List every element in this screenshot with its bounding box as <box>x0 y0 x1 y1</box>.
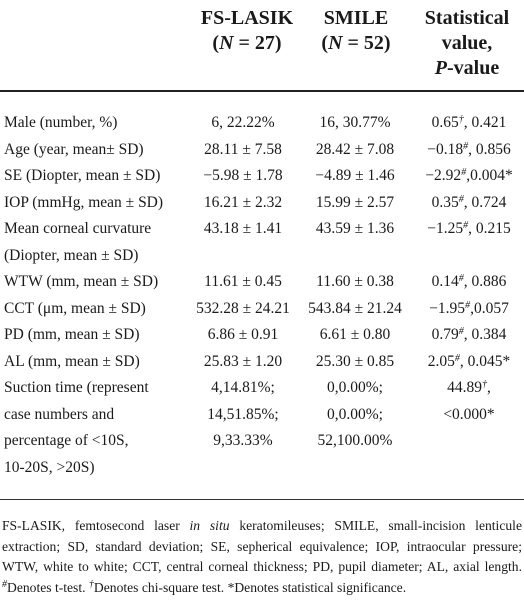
test-mark: # <box>463 140 469 152</box>
stat-cell <box>414 296 524 323</box>
table-row <box>0 296 524 323</box>
smile-cell: 52,100.00% <box>317 432 393 449</box>
table-row <box>0 322 524 349</box>
stat-value: 2.05 <box>427 352 455 370</box>
stat-value: −1.25 <box>427 220 464 237</box>
header-stat-line3: P-value <box>434 57 500 79</box>
fs-lasik-cell: 43.18 ± 1.41 <box>203 220 283 237</box>
table-row <box>0 163 524 190</box>
header-smile-title: SMILE <box>323 7 389 29</box>
smile-cell: 6.61 ± 0.80 <box>319 326 391 343</box>
fs-lasik-cell: 9,33.33% <box>213 432 273 449</box>
test-mark: † <box>458 114 464 125</box>
stat-cell <box>414 163 524 190</box>
header-statistical-value <box>410 6 524 81</box>
smile-cell: 0,0.00%; <box>327 405 383 423</box>
smile-cell: −4.89 ± 1.46 <box>315 167 395 184</box>
p-value: , 0.384 <box>463 326 507 343</box>
smile-cell: 28.42 ± 7.08 <box>315 140 395 158</box>
p-value: , 0.215 <box>468 220 511 237</box>
table-row <box>0 137 524 164</box>
table-row <box>0 216 524 243</box>
smile-cell: 0,0.00%; <box>327 379 383 396</box>
fs-lasik-cell: 11.61 ± 0.45 <box>204 273 282 290</box>
row-label: Male (number, %) <box>4 114 118 131</box>
table-row <box>0 375 524 402</box>
row-label: 10-20S, >20S) <box>4 458 95 476</box>
smile-cell: 11.60 ± 0.38 <box>316 273 394 290</box>
row-label: percentage of <10S, <box>4 432 129 449</box>
header-stat-line1: Statistical <box>424 7 510 29</box>
row-label: Mean corneal curvature <box>4 220 152 237</box>
table-row <box>0 455 524 482</box>
stat-cell <box>414 322 524 349</box>
fs-lasik-cell: 6, 22.22% <box>211 114 275 131</box>
stat-cell <box>414 110 524 137</box>
row-label: WTW (mm, mean ± SD) <box>4 273 159 290</box>
smile-cell <box>296 243 414 270</box>
fs-lasik-cell: 532.28 ± 24.21 <box>196 299 290 317</box>
stat-cell <box>414 243 524 270</box>
stat-cell <box>414 137 524 164</box>
fs-lasik-cell: 28.11 ± 7.58 <box>204 140 282 158</box>
fs-lasik-cell: −5.98 ± 1.78 <box>203 167 283 184</box>
stat-value: 0.35 <box>431 193 459 211</box>
stat-cell <box>414 216 524 243</box>
test-mark: # <box>458 193 464 205</box>
fs-lasik-cell: 6.86 ± 0.91 <box>207 326 279 343</box>
fs-lasik-cell <box>190 243 296 270</box>
header-fs-lasik-title: FS-LASIK <box>200 7 294 29</box>
table-row <box>0 349 524 376</box>
p-value: <0.000* <box>443 405 495 423</box>
table-row <box>0 428 524 455</box>
test-mark: # <box>458 273 464 284</box>
stat-cell <box>414 349 524 376</box>
p-value: , 0.886 <box>463 273 507 290</box>
stat-value: 0.65 <box>431 114 459 131</box>
smile-cell: 543.84 ± 21.24 <box>308 299 402 317</box>
smile-cell: 15.99 ± 2.57 <box>315 193 395 211</box>
stat-cell <box>414 375 524 402</box>
row-label: IOP (mmHg, mean ± SD) <box>4 193 164 211</box>
test-mark: # <box>454 352 460 364</box>
smile-cell: 16, 30.77% <box>319 114 391 131</box>
stat-value: 0.79 <box>431 326 459 343</box>
row-label: Suction time (represent <box>4 379 149 396</box>
row-label: Age (year, mean± SD) <box>4 140 144 158</box>
p-value: ,0.004* <box>466 167 513 184</box>
p-value: , 0.045* <box>459 352 511 370</box>
test-mark: # <box>463 220 469 231</box>
stat-cell <box>414 455 524 482</box>
row-label: SE (Diopter, mean ± SD) <box>4 167 161 184</box>
header-smile <box>302 6 410 56</box>
header-smile-n: (N = 52) <box>321 32 391 54</box>
fs-lasik-cell: 14,51.85%; <box>207 405 279 423</box>
header-stat-line2: value, <box>441 32 493 54</box>
row-label: PD (mm, mean ± SD) <box>4 326 140 343</box>
table-footnote: FS-LASIK, femtosecond laser in situ keratomileuses; SMILE, small-incision lenticule extraction; SD, standard deviation; SE, sepherical equivalence; IOP, intraocular pressure; WTW, white to white; CCT, central corneal thickness; PD, pupil diameter; AL, axial length. #Denotes t-test. †Denotes chi-square test. *Denotes statistical significance. <box>2 518 522 595</box>
stat-value: −1.95 <box>429 299 466 317</box>
p-value: , 0.856 <box>468 140 511 158</box>
p-value: , 0.421 <box>463 114 507 131</box>
table-row <box>0 402 524 429</box>
fs-lasik-cell: 25.83 ± 1.20 <box>203 352 283 370</box>
stat-value: −0.18 <box>427 140 464 158</box>
table-row <box>0 269 524 296</box>
table-row <box>0 190 524 217</box>
test-mark: # <box>461 167 467 178</box>
test-mark: † <box>482 379 487 390</box>
stat-cell <box>414 269 524 296</box>
stat-cell <box>414 428 524 455</box>
row-label: (Diopter, mean ± SD) <box>4 246 139 264</box>
fs-lasik-cell: 16.21 ± 2.32 <box>203 193 283 211</box>
smile-cell: 43.59 ± 1.36 <box>315 220 395 237</box>
fs-lasik-cell: 4,14.81%; <box>211 379 275 396</box>
p-value: , <box>487 379 491 396</box>
header-fs-lasik-n: (N = 27) <box>212 32 282 54</box>
stat-cell <box>414 190 524 217</box>
header-fs-lasik <box>192 6 302 56</box>
row-label: case numbers and <box>4 405 115 423</box>
table-row <box>0 243 524 270</box>
test-mark: # <box>465 299 471 311</box>
fs-lasik-cell <box>190 455 296 482</box>
test-mark: # <box>458 326 464 337</box>
smile-cell <box>296 455 414 482</box>
row-label: AL (mm, mean ± SD) <box>4 352 140 370</box>
stat-value: 44.89 <box>447 379 482 396</box>
stat-value: 0.14 <box>431 273 459 290</box>
smile-cell: 25.30 ± 0.85 <box>315 352 395 370</box>
table-row <box>0 110 524 137</box>
p-value: ,0.057 <box>470 299 509 317</box>
p-value: , 0.724 <box>463 193 507 211</box>
table-bottom-rule <box>0 499 524 500</box>
stat-cell <box>414 402 524 429</box>
row-label: CCT (μm, mean ± SD) <box>4 299 146 317</box>
characteristics-table <box>0 110 524 481</box>
stat-value: −2.92 <box>425 167 462 184</box>
header-divider <box>0 90 524 92</box>
